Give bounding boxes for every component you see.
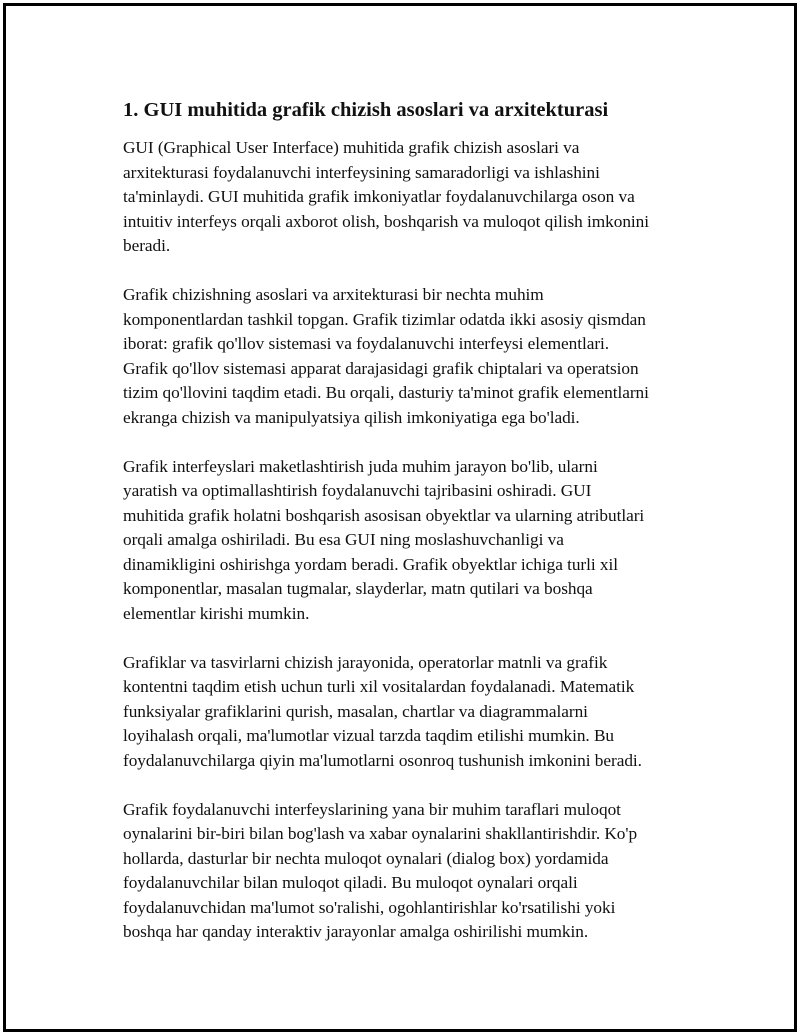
document-body (123, 96, 703, 969)
text-line: foydalanuvchilar bilan muloqot qiladi. Bu muloqot oynalari orqali (123, 873, 578, 892)
text-line: oynalarini bir-biri bilan bog'lash va xabar oynalarini shakllantirishdir. Ko'p (123, 824, 638, 843)
text-line: Grafik qo'llov sistemasi apparat darajasidagi grafik chiptalari va operatsion (123, 358, 639, 378)
text-line: orqali amalga oshiriladi. Bu esa GUI ning moslashuvchanligi va (123, 530, 564, 549)
text-line: loyihalash orqali, ma'lumotlar vizual tarzda taqdim etilishi mumkin. Bu (123, 726, 615, 745)
document-title: 1. GUI muhitida grafik chizish asoslari va arxitekturasi (123, 99, 609, 121)
paragraph-1 (123, 136, 703, 259)
text-line: foydalanuvchidan ma'lumot so'ralishi, ogohlantirishlar ko'rsatilishi yoki (123, 897, 616, 917)
paragraph-2 (123, 283, 703, 430)
paragraph-5 (123, 798, 703, 945)
text-line: funksiyalar grafiklarini qurish, masalan, chartlar va diagrammalarni (123, 701, 588, 721)
text-line: dinamikligini oshirishga yordam beradi. Grafik obyektlar ichiga turli xil (123, 554, 618, 574)
text-line: komponentlar, masalan tugmalar, slayderlar, matn qutilari va boshqa (123, 579, 593, 598)
text-line: ekranga chizish va manipulyatsiya qilish imkoniyatiga ega bo'ladi. (123, 407, 580, 427)
text-line: komponentlardan tashkil topgan. Grafik tizimlar odatda ikki asosiy qismdan (123, 309, 646, 329)
text-line: Grafik chizishning asoslari va arxitekturasi bir nechta muhim (123, 285, 544, 304)
text-line: tizim qo'llovini taqdim etadi. Bu orqali, dasturiy ta'minot grafik elementlarni (123, 383, 649, 402)
text-line: iborat: grafik qo'llov sistemasi va foydalanuvchi interfeysi elementlari. (123, 334, 610, 353)
text-line: kontentni taqdim etish uchun turli xil vositalardan foydalanadi. Matematik (123, 677, 635, 696)
text-line: elementlar kirishi mumkin. (123, 603, 310, 623)
text-line: ta'minlaydi. GUI muhitida grafik imkoniyatlar foydalanuvchilarga oson va (123, 187, 635, 206)
text-line: boshqa har qanday interaktiv jarayonlar amalga oshirilishi mumkin. (123, 922, 589, 941)
text-line: yaratish va optimallashtirish foydalanuvchi tajribasini oshiradi. GUI (123, 481, 592, 500)
text-line: arxitekturasi foydalanuvchi interfeysining samaradorligi va ishlashini (123, 162, 600, 182)
text-line: GUI (Graphical User Interface) muhitida grafik chizish asoslari va (123, 138, 580, 157)
text-line: foydalanuvchilarga qiyin ma'lumotlarni osonroq tushunish imkonini beradi. (123, 750, 642, 770)
text-line: Grafik foydalanuvchi interfeyslarining yana bir muhim taraflari muloqot (123, 799, 621, 819)
text-line: intuitiv interfeys orqali axborot olish, boshqarish va muloqot qilish imkonini (123, 211, 650, 231)
text-line: muhitida grafik holatni boshqarish asosisan obyektlar va ularning atributlari (123, 505, 645, 525)
document-page (3, 3, 797, 1032)
text-line: hollarda, dasturlar bir nechta muloqot oynalari (dialog box) yordamida (123, 848, 609, 868)
paragraph-4 (123, 651, 703, 774)
paragraph-3 (123, 455, 703, 627)
text-line: Grafik interfeyslari maketlashtirish juda muhim jarayon bo'lib, ularni (123, 456, 598, 476)
text-line: Grafiklar va tasvirlarni chizish jarayonida, operatorlar matnli va grafik (123, 652, 608, 672)
text-line: beradi. (123, 236, 171, 255)
